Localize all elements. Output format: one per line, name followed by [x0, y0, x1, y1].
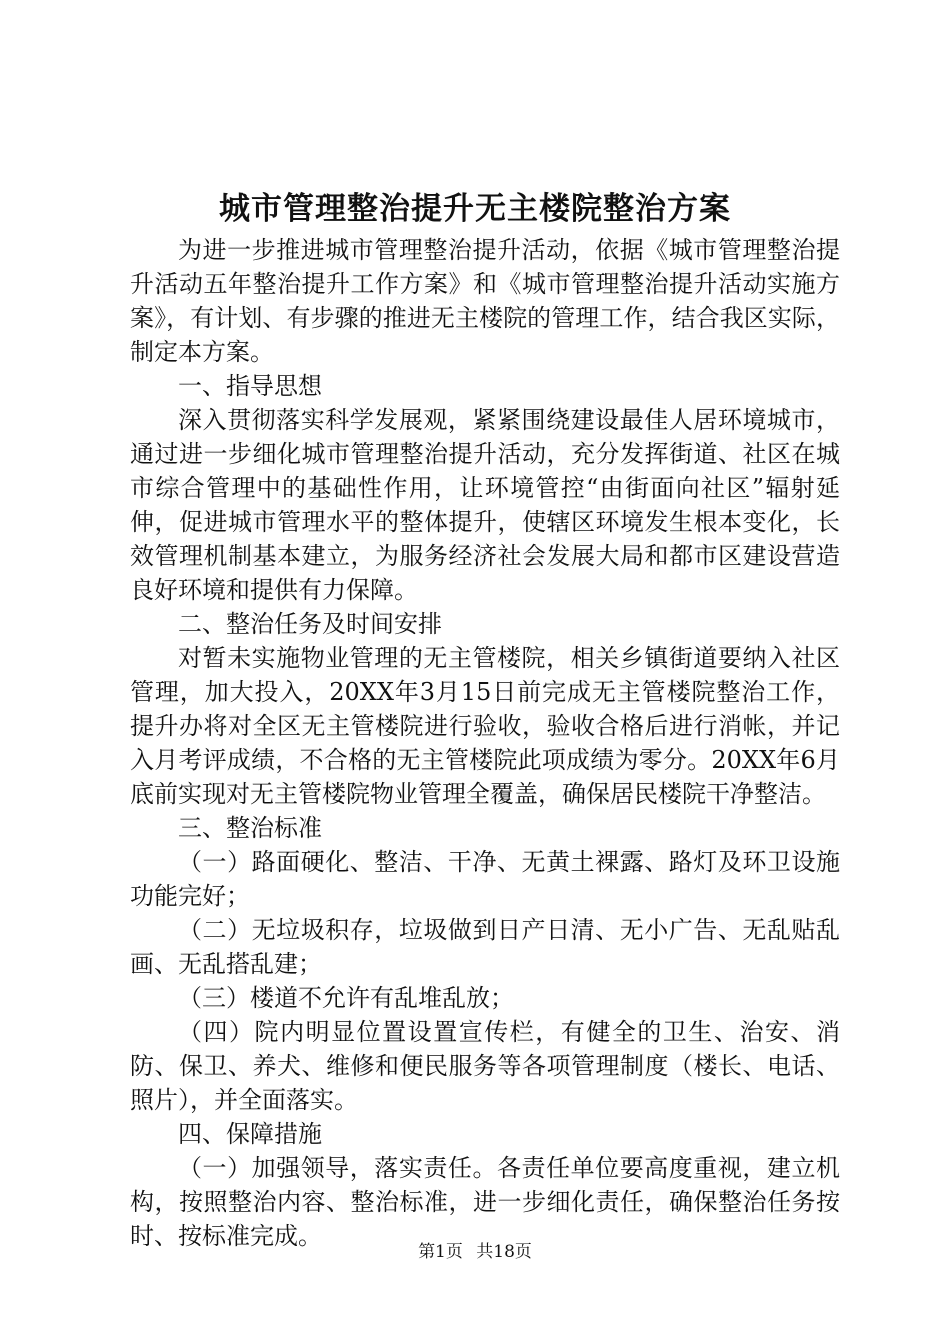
tasks-schedule-paragraph: 对暂未实施物业管理的无主管楼院，相关乡镇街道要纳入社区管理，加大投入，20XX年3月15日前完成无主管楼院整治工作，提升办将对全区无主管楼院进行验收，验收合格后进行消帐，并记入月考评成绩，不合格的无主管楼院此项成绩为零分。20XX年6月底前实现对无主管楼院物业管理全覆盖，确保居民楼院干净整洁。	[130, 644, 840, 808]
standard-item-2: （二）无垃圾积存，垃圾做到日产日清、无小广告、无乱贴乱画、无乱搭乱建；	[130, 916, 840, 978]
standard-item-4: （四）院内明显位置设置宣传栏，有健全的卫生、治安、消防、保卫、养犬、维修和便民服务等各项管理制度（楼长、电话、照片），并全面落实。	[130, 1018, 840, 1114]
page-total: 共18页	[476, 1242, 532, 1262]
standard-item-3: （三）楼道不允许有乱堆乱放；	[178, 984, 514, 1012]
page-number: 第1页	[418, 1242, 463, 1262]
section-heading-safeguards: 四、保障措施	[178, 1120, 322, 1148]
document-body	[130, 233, 840, 1253]
document-title: 城市管理整治提升无主楼院整治方案	[219, 191, 731, 227]
safeguard-item-1: （一）加强领导，落实责任。各责任单位要高度重视，建立机构，按照整治内容、整治标准，进一步细化责任，确保整治任务按时、按标准完成。	[130, 1154, 840, 1250]
guiding-ideology-paragraph: 深入贯彻落实科学发展观，紧紧围绕建设最佳人居环境城市，通过进一步细化城市管理整治提升活动，充分发挥街道、社区在城市综合管理中的基础性作用，让环境管控“由街面向社区”辐射延伸，促进城市管理水平的整体提升，使辖区环境发生根本变化，长效管理机制基本建立，为服务经济社会发展大局和都市区建设营造良好环境和提供有力保障。	[130, 406, 840, 604]
intro-paragraph: 为进一步推进城市管理整治提升活动，依据《城市管理整治提升活动五年整治提升工作方案》和《城市管理整治提升活动实施方案》，有计划、有步骤的推进无主楼院的管理工作，结合我区实际，制定本方案。	[130, 236, 840, 366]
standard-item-1: （一）路面硬化、整洁、干净、无黄土裸露、路灯及环卫设施功能完好；	[130, 848, 840, 910]
section-heading-tasks-schedule: 二、整治任务及时间安排	[178, 610, 442, 638]
section-heading-standards: 三、整治标准	[178, 814, 322, 842]
page-footer	[0, 1240, 950, 1264]
section-heading-guiding-ideology: 一、指导思想	[178, 372, 322, 400]
